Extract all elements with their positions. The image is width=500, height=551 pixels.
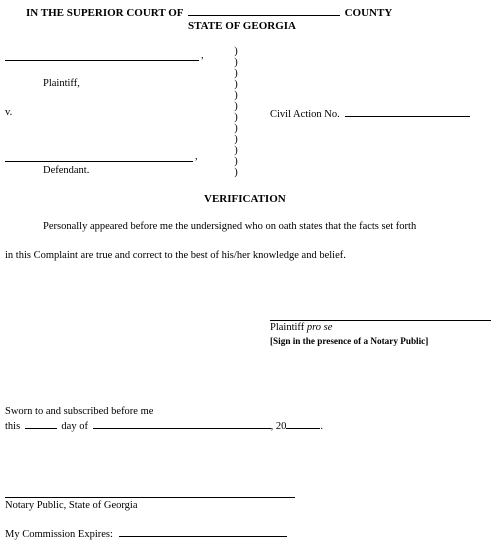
verification-body-line-2: in this Complaint are true and correct to the best of his/her knowledge and belief. [5,250,346,261]
caption-bracket: ) [234,156,238,167]
oath-month-blank[interactable] [93,419,271,429]
caption-bracket: ) [234,123,238,134]
versus-label: v. [5,107,13,118]
verification-heading: VERIFICATION [204,193,286,205]
defendant-comma: , [195,151,198,162]
court-prefix: IN THE SUPERIOR COURT OF [26,7,184,19]
oath-this: this [5,421,21,432]
defendant-name-blank[interactable] [5,161,193,162]
caption-bracket: ) [234,101,238,112]
notary-title: Notary Public, State of Georgia [5,500,138,511]
oath-line-1: Sworn to and subscribed before me [5,406,154,417]
caption-bracket: ) [234,68,238,79]
plaintiff-label: Plaintiff, [43,78,80,89]
oath-year-prefix: , 20 [270,421,287,432]
oath-day-blank[interactable] [25,419,57,429]
defendant-label: Defendant. [43,165,90,176]
caption-bracket: ) [234,79,238,90]
signature-label [270,322,332,333]
signature-label-pro-se: pro se [306,322,333,333]
civil-action-number-blank[interactable] [345,107,470,117]
oath-period: . [320,421,323,432]
oath-year-blank[interactable] [286,419,320,429]
commission-expiry-blank[interactable] [119,527,287,537]
notary-signature-line[interactable] [5,497,295,498]
plaintiff-name-blank[interactable] [5,60,199,61]
signature-label-prefix: Plaintiff [270,322,305,333]
court-header-line [26,6,392,19]
signature-instruction: [Sign in the presence of a Notary Public] [270,336,429,346]
state-heading: STATE OF GEORGIA [188,20,296,32]
plaintiff-signature-line[interactable] [270,320,491,321]
civil-action-label: Civil Action No. [270,109,340,120]
caption-bracket: ) [234,57,238,68]
verification-body-line-1: Personally appeared before me the undersigned who on oath states that the facts set forth [43,221,417,232]
caption-bracket: ) [234,112,238,123]
caption-bracket: ) [234,90,238,101]
oath-day-of: day of [61,421,88,432]
caption-bracket: ) [234,167,238,178]
caption-bracket: ) [234,145,238,156]
caption-bracket: ) [234,134,238,145]
county-name-blank[interactable] [188,6,340,16]
court-suffix: COUNTY [344,7,393,19]
oath-line-2 [5,419,323,432]
civil-action-row [270,107,470,120]
plaintiff-comma: , [201,50,204,61]
caption-bracket: ) [234,46,238,57]
commission-row [5,527,287,540]
commission-label: My Commission Expires: [5,529,113,540]
